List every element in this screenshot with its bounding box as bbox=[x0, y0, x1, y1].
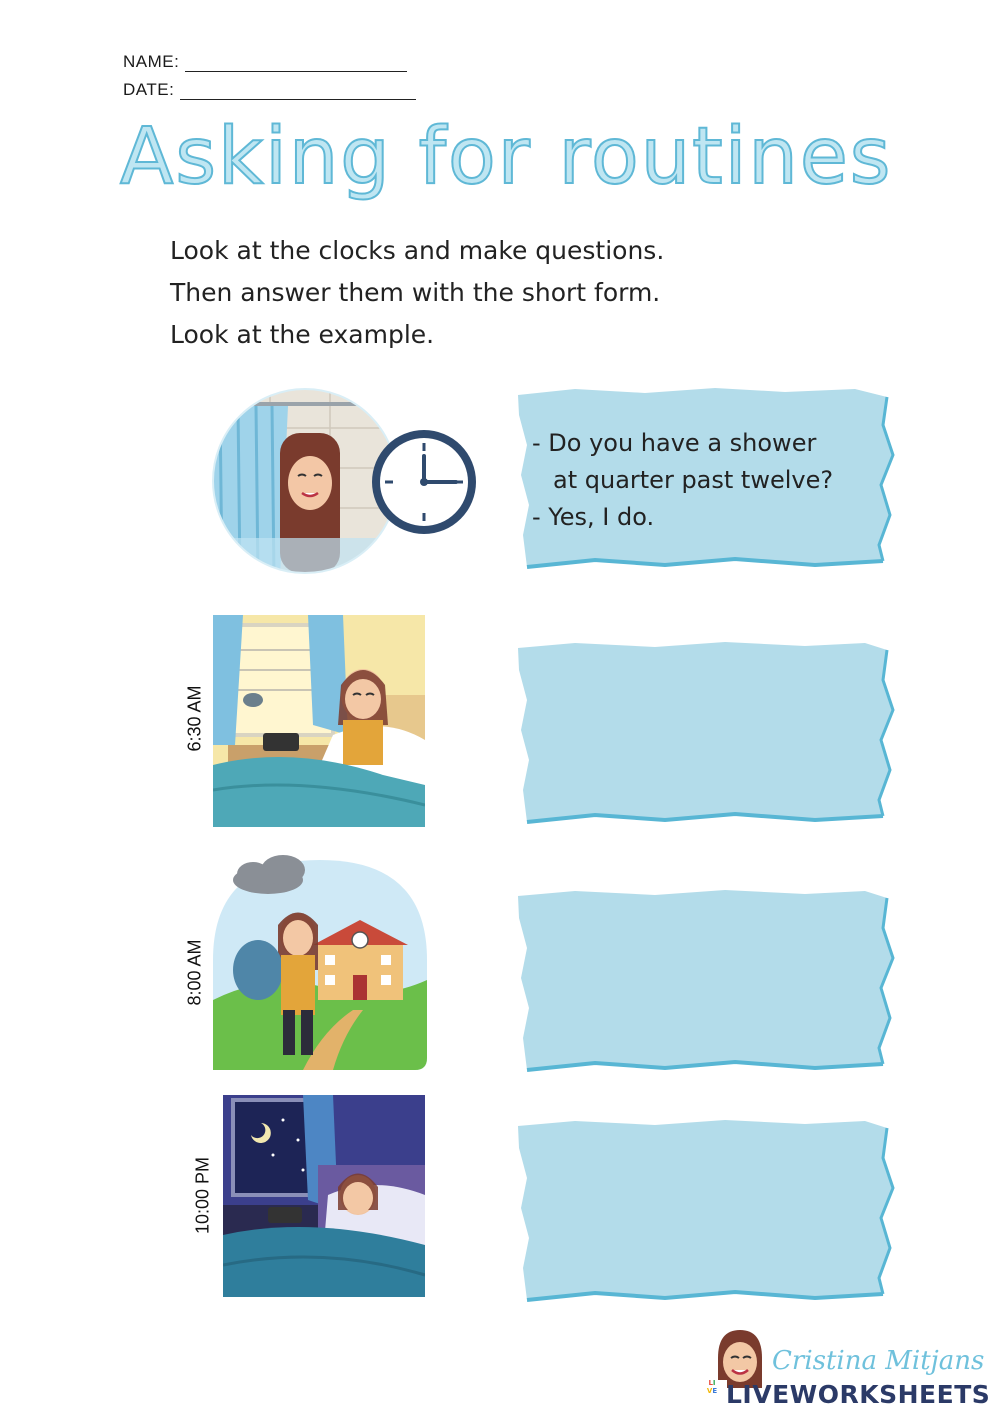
time-label-2: 8:00 AM bbox=[184, 939, 205, 1006]
sleeping-picture bbox=[223, 1095, 425, 1297]
brand-name[interactable]: LIVEWORKSHEETS bbox=[726, 1380, 991, 1409]
page-title: Asking for routines bbox=[120, 112, 893, 202]
date-field bbox=[123, 80, 416, 100]
name-field bbox=[123, 52, 407, 72]
walking-to-school-picture bbox=[213, 850, 427, 1070]
date-line[interactable] bbox=[180, 85, 416, 100]
date-label: DATE: bbox=[123, 80, 175, 99]
cloud-icon bbox=[233, 855, 305, 894]
time-label-1: 6:30 AM bbox=[184, 685, 205, 752]
instruction-line-3: Look at the example. bbox=[170, 320, 435, 349]
waking-up-picture bbox=[213, 615, 425, 827]
brand-badge: LI VE bbox=[697, 1380, 727, 1410]
answer-paper-2[interactable] bbox=[515, 888, 900, 1078]
name-line[interactable] bbox=[185, 57, 407, 72]
example-picture bbox=[210, 388, 480, 578]
example-question-line-2: at quarter past twelve? bbox=[553, 466, 834, 494]
time-label-3: 10:00 PM bbox=[192, 1156, 213, 1235]
name-label: NAME: bbox=[123, 52, 180, 71]
example-question-line-1: - Do you have a shower bbox=[532, 429, 817, 457]
answer-paper-3[interactable] bbox=[515, 1118, 900, 1308]
author-signature: Cristina Mitjans bbox=[772, 1346, 985, 1376]
example-answer-line: - Yes, I do. bbox=[532, 503, 655, 531]
clock-icon bbox=[372, 430, 476, 534]
answer-paper-1[interactable] bbox=[515, 640, 900, 830]
instruction-line-2: Then answer them with the short form. bbox=[170, 278, 661, 307]
instruction-line-1: Look at the clocks and make questions. bbox=[170, 236, 665, 265]
